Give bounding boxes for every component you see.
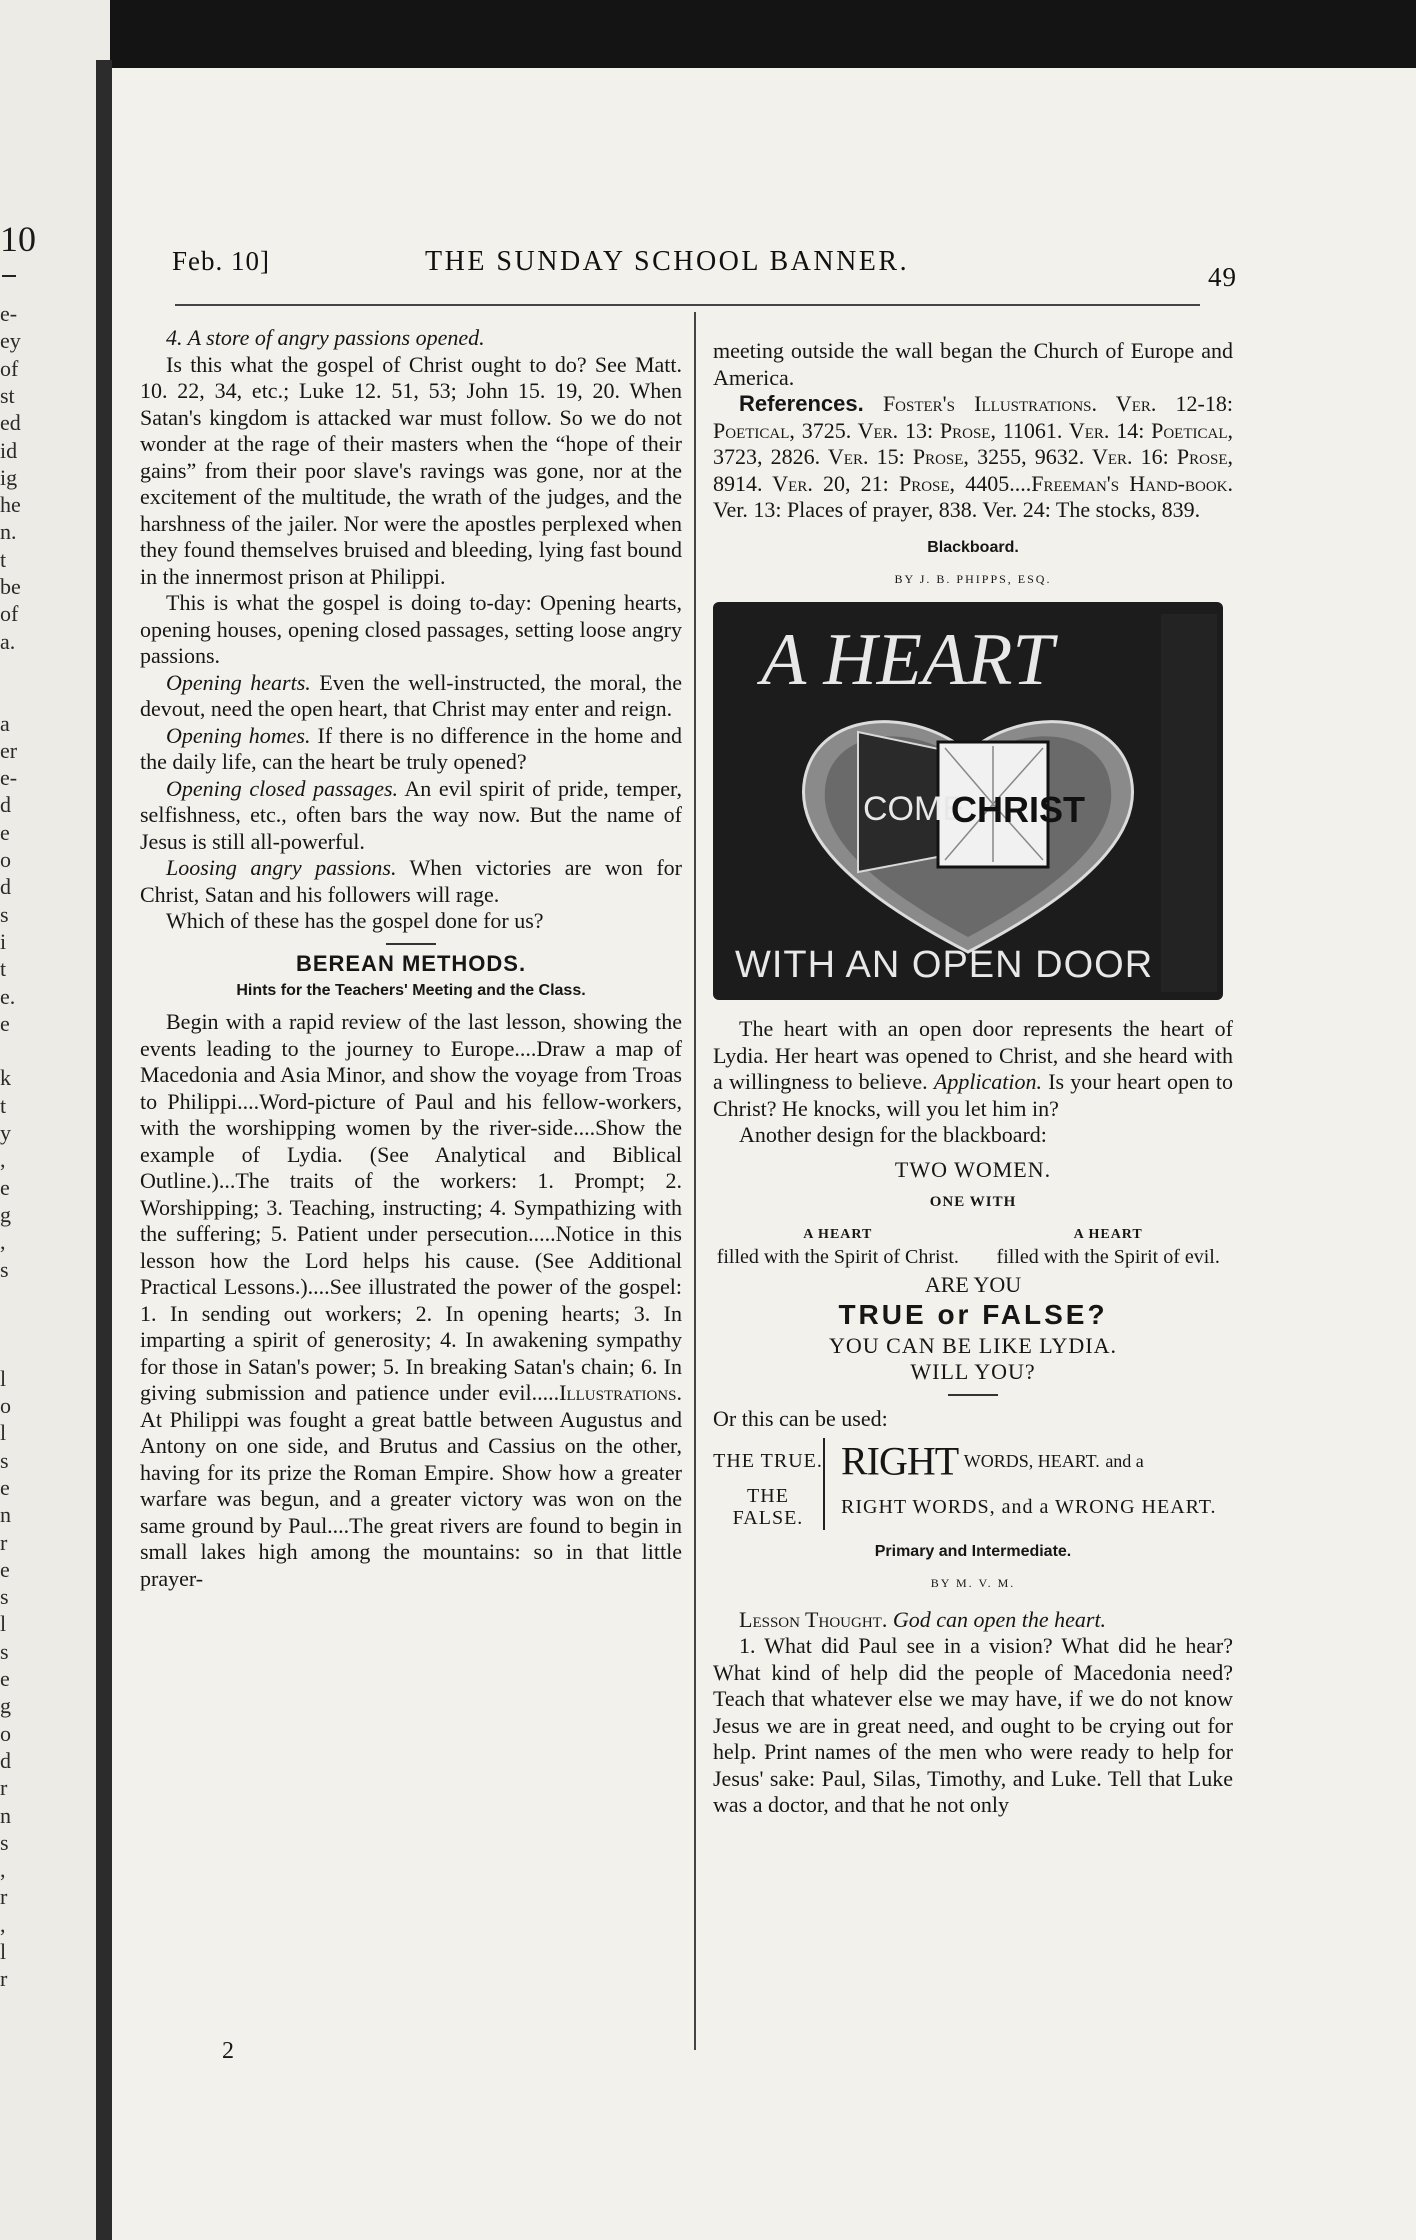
- previous-page-fragment: l: [0, 1939, 7, 1964]
- previous-page-fragment: ,: [0, 1911, 6, 1937]
- two-women-title: TWO WOMEN.: [894, 1156, 1052, 1182]
- previous-page-edge: [0, 0, 110, 2240]
- previous-page-fragment: e: [0, 1010, 10, 1036]
- row-true-value: RIGHT WORDS, HEART. and a: [841, 1438, 1144, 1484]
- alternate-design: [713, 1406, 1233, 1531]
- paragraph-label: Opening closed passages.: [166, 775, 399, 801]
- paragraph: meeting outside the wall began the Church of Europe and America.: [713, 338, 1233, 390]
- previous-page-fragment: d: [0, 792, 11, 818]
- blackboard-svg: [713, 602, 1223, 1000]
- previous-page-fragment: l: [0, 1420, 7, 1446]
- previous-page-fragment: a: [0, 710, 10, 736]
- right-woman: A HEART filled with the Spirit of evil.: [996, 1226, 1220, 1268]
- paragraph: Which of these has the gospel done for us?: [166, 908, 544, 933]
- previous-page-fragment: r: [0, 1775, 8, 1801]
- row-bar: [823, 1484, 825, 1530]
- previous-page-fragment: d: [0, 874, 11, 900]
- paragraph: 1. What did Paul see in a vision? What did he hear? What kind of help did the people of Macedonia need? Teach that whatever else we may have, if we do not know Jesus we are in great need, and ought to be crying out for help. Print names of the men who were ready to help for Jesus' sake: Paul, Silas, Timothy, and Luke. Tell that Luke was a doctor, and that he not only: [713, 1633, 1233, 1817]
- previous-page-fragment: s: [0, 1638, 9, 1664]
- are-you: ARE YOU: [924, 1271, 1022, 1297]
- previous-page-fragment: k: [0, 1065, 11, 1091]
- lesson-thought: Lesson Thought. God can open the heart.: [739, 1606, 1107, 1632]
- references-label: References.: [739, 391, 864, 416]
- section-divider: [386, 943, 436, 945]
- previous-page-fragment: ,: [0, 1857, 6, 1883]
- right-words-table: [713, 1438, 1233, 1530]
- previous-page-fragment: t: [0, 546, 7, 572]
- previous-page-fragment: he: [0, 492, 21, 518]
- previous-page-fragment: n.: [0, 519, 17, 545]
- illustrations-label: Illustrations.: [559, 1380, 682, 1405]
- book-spine: [96, 60, 112, 2240]
- two-women-grid: [713, 1224, 1233, 1268]
- primary-byline: BY M. V. M.: [930, 1576, 1016, 1590]
- bb-text-come: COME: [863, 790, 965, 828]
- application-label: Application.: [933, 1069, 1043, 1094]
- one-with: ONE WITH: [929, 1194, 1017, 1210]
- paragraph: Begin with a rapid review of the last lesson, showing the events leading to the journey to Europe....Draw a map of Macedonia and Asia Minor, and show the voyage from Troas to Philippi....Word-picture of Paul and his fellow-workers, with the worshipping women by the river-side....Show the example of Lydia. (See Analytical and Biblical Outline.)...The traits of the workers: 1. Prompt; 2. Worshipping; 3. Teaching, instructing; 4. Sympathizing with the suffering; 5. Patient under persecution.....Notice in this lesson how the Lord helps his cause. (See Additional Practical Lessons.)....See illustrated the power of the gospel: 1. In sending out workers; 2. In opening hearts; 3. In imparting a spirit of generosity; 4. In awakening sympathy for those in Satan's power; 5. In breaking Satan's chain; 6. In giving submission and patience under evil.....Illustrations. At Philippi was fought a great battle between Augustus and Antony on one side, and Brutus and Cassius on the other, having for its prize the Roman Empire. Show how a greater warfare was begun, and a greater victory was won on the same ground by Paul....The great rivers are found to begin in small lakes high among the mountains: so in that little prayer-: [140, 1009, 682, 1591]
- column-divider: [694, 312, 696, 2050]
- header-title: THE SUNDAY SCHOOL BANNER.: [425, 246, 910, 277]
- previous-page-fragment: l: [0, 1365, 7, 1391]
- previous-page-fragment: be: [0, 574, 21, 599]
- previous-page-fragment: s: [0, 1829, 9, 1855]
- right-column: [713, 338, 1233, 1819]
- or-this-label: Or this can be used:: [713, 1405, 888, 1431]
- section-heading-berean: BEREAN METHODS.: [295, 950, 527, 976]
- previous-page-fragment: e-: [0, 765, 18, 791]
- previous-page-fragment: n: [0, 1802, 11, 1828]
- previous-page-fragment: e: [0, 1666, 10, 1691]
- paragraph: Opening closed passages. An evil spirit of pride, temper, selfishness, etc., often bars the way now. But the name of Jesus is still all-powerful.: [140, 775, 682, 854]
- row-false-value: RIGHT WORDS, and a WRONG HEART.: [841, 1496, 1217, 1518]
- previous-page-rule: [2, 275, 16, 277]
- previous-page-fragment: of: [0, 601, 19, 627]
- previous-page-fragment: d: [0, 1747, 11, 1773]
- row-false-label: THE FALSE.: [732, 1485, 804, 1529]
- previous-page-fragment: l: [0, 1611, 7, 1637]
- section-subheading-hints: Hints for the Teachers' Meeting and the Class.: [236, 982, 586, 999]
- previous-page-fragment: ig: [0, 464, 18, 490]
- previous-page-fragment: of: [0, 355, 19, 381]
- previous-page-fragment: ey: [0, 328, 21, 354]
- paragraph: Opening homes. If there is no difference in the home and the daily life, can the heart be truly opened?: [140, 722, 682, 774]
- previous-page-fragment: o: [0, 847, 11, 872]
- header-date: Feb. 10]: [172, 246, 270, 276]
- previous-page-fragment: e: [0, 1556, 10, 1582]
- divider: [948, 1394, 998, 1396]
- previous-page-fragment: r: [0, 1529, 8, 1555]
- blackboard-illustration: [713, 602, 1223, 1000]
- primary-intermediate-heading: Primary and Intermediate.: [874, 1543, 1072, 1560]
- bb-text-christ: CHRIST: [951, 789, 1085, 830]
- previous-page-fragment: i: [0, 928, 7, 954]
- paragraph: Opening hearts. Even the well-instructed, the moral, the devout, need the open heart, that Christ may enter and reign.: [140, 669, 683, 721]
- paragraph-label: Opening homes.: [166, 722, 311, 748]
- header-page-number: 49: [1208, 262, 1237, 292]
- header-rule: [175, 304, 1200, 306]
- bb-text-bottom: WITH AN OPEN DOOR: [735, 944, 1154, 986]
- previous-page-fragment: ,: [0, 1147, 6, 1173]
- previous-page-number: 10: [0, 219, 36, 259]
- previous-page-fragment: g: [0, 1201, 11, 1227]
- previous-page-fragment: g: [0, 1693, 11, 1719]
- previous-page-fragment: r: [0, 1966, 8, 1992]
- section-4-title: 4. A store of angry passions opened.: [166, 325, 485, 350]
- signature-mark: 2: [222, 2038, 234, 2064]
- bb-text-top-initial: A HEART: [761, 619, 1054, 701]
- previous-page-fragment: t: [0, 1092, 7, 1118]
- previous-page-fragment: s: [0, 1447, 9, 1473]
- like-lydia: YOU CAN BE LIKE LYDIA.: [828, 1332, 1118, 1358]
- previous-page-fragment: a.: [0, 628, 16, 654]
- row-true-label: THE TRUE.: [713, 1450, 823, 1472]
- previous-page-fragment: y: [0, 1120, 11, 1145]
- will-you: WILL YOU?: [910, 1359, 1036, 1384]
- scan-top-margin: [0, 0, 1416, 72]
- previous-page-fragment: s: [0, 901, 9, 927]
- paragraph: This is what the gospel is doing to-day: Opening hearts, opening houses, opening closed passages, setting loose angry passions.: [140, 590, 682, 668]
- previous-page-fragment: s: [0, 1256, 9, 1282]
- paragraph-label: Loosing angry passions.: [166, 855, 397, 880]
- blackboard-byline: BY J. B. PHIPPS, ESQ.: [894, 571, 1052, 586]
- previous-page-fragment: id: [0, 437, 18, 463]
- paragraph: Another design for the blackboard:: [739, 1122, 1047, 1147]
- left-column: [140, 325, 682, 1592]
- previous-page-fragment: s: [0, 1584, 9, 1610]
- previous-page-fragment: e: [0, 1174, 10, 1200]
- previous-page-fragment: o: [0, 1720, 11, 1746]
- references-paragraph: References. Foster's Illustrations. Ver. 12-18: Poetical, 3725. Ver. 13: Prose, 11061. Ver. 14: Poetical, 3723, 2826. Ver. 15: Prose, 3255, 9632. Ver. 16: Prose, 8914. Ver. 20, 21: Prose, 4405....Freeman's Hand-book. Ver. 13: Places of prayer, 838. Ver. 24: The stocks, 839.: [713, 391, 1233, 522]
- previous-page-fragment: ,: [0, 1229, 6, 1255]
- blackboard-heading: Blackboard.: [927, 538, 1019, 556]
- previous-page-fragment: ed: [0, 410, 21, 436]
- left-woman: A HEART filled with the Spirit of Christ.: [716, 1226, 959, 1268]
- paragraph: Is this what the gospel of Christ ought to do? See Matt. 10. 22, 34, etc.; Luke 12. 51, 53; John 15. 19, 20. When Satan's kingdom is attacked war must follow. So we do not wonder at the rage of their masters when the “hope of their gains” from their poor slave's ravings was gone, nor at the excitement of the multitude, the wrath of the judges, and the harshness of the jailer. Nor were the apostles perplexed when they found themselves bruised and bleeding, lying fast bound in the innermost prison at Philippi.: [140, 351, 682, 589]
- previous-page-fragment: e.: [0, 983, 16, 1009]
- previous-page-fragment: e: [0, 819, 10, 845]
- previous-page-fragment: e: [0, 1474, 10, 1500]
- blackboard-side-shade: [1161, 614, 1217, 992]
- previous-page-fragment: e-: [0, 301, 18, 326]
- previous-page-fragment: er: [0, 737, 18, 763]
- previous-page-fragment: n: [0, 1502, 11, 1528]
- row-bar: [823, 1438, 825, 1484]
- paragraph: The heart with an open door represents the heart of Lydia. Her heart was opened to Christ, and she heard with a willingness to believe. Application. Is your heart open to Christ? He knocks, will you let him in?: [713, 1016, 1234, 1121]
- previous-page-fragment: st: [0, 382, 15, 408]
- previous-page-fragment: o: [0, 1393, 11, 1418]
- paragraph: Loosing angry passions. When victories are won for Christ, Satan and his followers will rage.: [140, 855, 682, 907]
- previous-page-fragment: t: [0, 956, 7, 982]
- previous-page-fragment: r: [0, 1884, 8, 1910]
- two-women-design: [713, 1157, 1233, 1396]
- true-or-false: TRUE or FALSE?: [838, 1299, 1108, 1330]
- paragraph-label: Opening hearts.: [166, 669, 311, 695]
